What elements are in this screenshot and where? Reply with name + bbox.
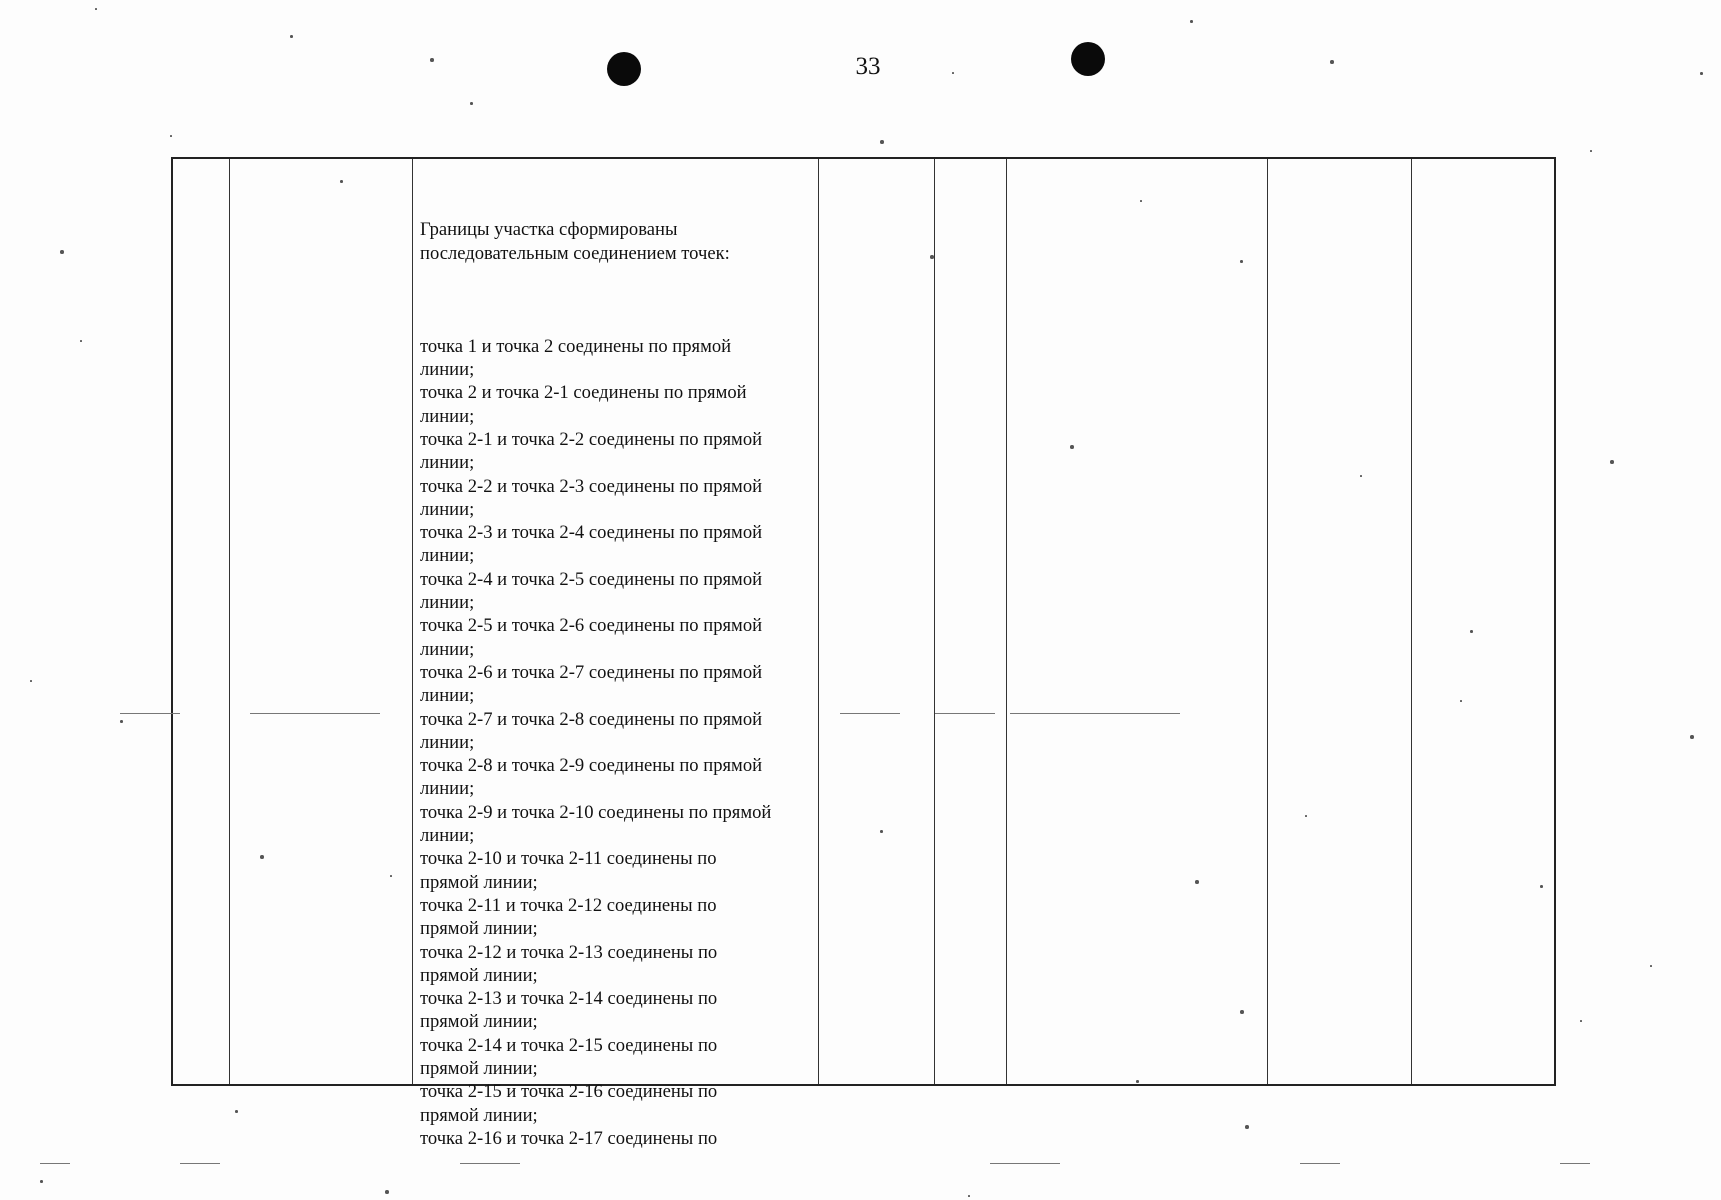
column-divider [1411, 159, 1412, 1084]
scan-speck [1240, 1010, 1244, 1014]
scan-speck [95, 8, 97, 10]
blank-line [420, 288, 815, 311]
scan-speck [80, 340, 82, 342]
scan-speck [968, 1195, 970, 1197]
boundary-table [171, 157, 1556, 1149]
scan-speck [1540, 885, 1543, 888]
scan-speck [1195, 880, 1199, 884]
point-connection-list: точка 1 и точка 2 соединены по прямой линии; точка 2 и точка 2-1 соединены по прямой линии; точка 2-1 и точка 2-2 соединены по прямой линии; точка 2-2 и точка 2-3 соединены по прямой линии; точка 2-3 и точка 2-4 соединены по прямой линии; точка 2-4 и точка 2-5 соединены по прямой линии; точка 2-5 и точка 2-6 соединены по прямой линии; точка 2-6 и точка 2-7 соединены по прямой линии; точка 2-7 и точка 2-8 соединены по прямой линии; точка 2-8 и точка 2-9 соединены по прямой линии; точка 2-9 и точка 2-10 соединены по прямой линии; точка 2-10 и точка 2-11 соединены по прямой линии; точка 2-11 и точка 2-12 соединены по прямой линии; точка 2-12 и точка 2-13 соединены по прямой линии; точка 2-13 и точка 2-14 соединены по прямой линии; точка 2-14 и точка 2-15 соединены по прямой линии; точка 2-15 и точка 2-16 соединены по прямой линии; точка 2-16 и точка 2-17 соединены по [420, 335, 772, 1149]
scan-speck [390, 875, 392, 877]
scan-speck [1245, 1125, 1249, 1129]
column-divider [229, 159, 230, 1084]
column-divider [934, 159, 935, 1084]
scan-speck [430, 58, 434, 62]
page-number: 33 [855, 53, 881, 80]
scan-dash [1560, 1163, 1590, 1164]
column-divider [1267, 159, 1268, 1084]
scan-speck [385, 1190, 389, 1194]
scan-speck [235, 1110, 238, 1113]
scan-speck [170, 135, 172, 137]
scan-speck [930, 255, 934, 259]
scan-speck [1140, 200, 1142, 202]
scan-speck [30, 680, 32, 682]
scan-speck [1240, 260, 1243, 263]
scan-speck [40, 1180, 43, 1183]
scan-dash [840, 713, 900, 714]
column-divider [1006, 159, 1007, 1084]
scan-speck [260, 855, 264, 859]
punch-hole-left [607, 52, 641, 86]
scan-speck [1470, 630, 1473, 633]
scan-dash [460, 1163, 520, 1164]
scan-dash [180, 1163, 220, 1164]
scan-speck [1650, 965, 1652, 967]
scan-speck [1330, 60, 1334, 64]
scan-speck [880, 140, 884, 144]
scan-speck [1610, 460, 1614, 464]
scan-dash [40, 1163, 70, 1164]
scan-speck [340, 180, 343, 183]
scan-speck [120, 720, 123, 723]
scan-dash [1300, 1163, 1340, 1164]
scan-dash [250, 713, 380, 714]
scan-speck [1580, 1020, 1582, 1022]
boundary-description-cell [420, 195, 815, 1173]
scan-speck [952, 72, 954, 74]
scan-speck [880, 830, 883, 833]
column-divider [412, 159, 413, 1084]
punch-hole-right [1071, 42, 1105, 76]
scan-speck [1360, 475, 1362, 477]
scan-speck [1460, 700, 1462, 702]
scan-speck [60, 250, 64, 254]
scan-speck [1690, 735, 1694, 739]
scan-dash [1090, 713, 1180, 714]
scan-speck [1136, 1080, 1139, 1083]
scan-speck [1070, 445, 1074, 449]
column-divider [818, 159, 819, 1084]
scan-speck [1190, 20, 1193, 23]
scan-speck [1305, 815, 1307, 817]
scan-speck [1590, 150, 1592, 152]
scan-speck [470, 102, 473, 105]
scan-speck [1700, 72, 1703, 75]
scan-speck [290, 35, 293, 38]
scan-dash [935, 713, 995, 714]
scan-dash [120, 713, 180, 714]
cell-heading: Границы участка сформированы последовательным соединением точек: [420, 219, 730, 264]
scan-dash [990, 1163, 1060, 1164]
